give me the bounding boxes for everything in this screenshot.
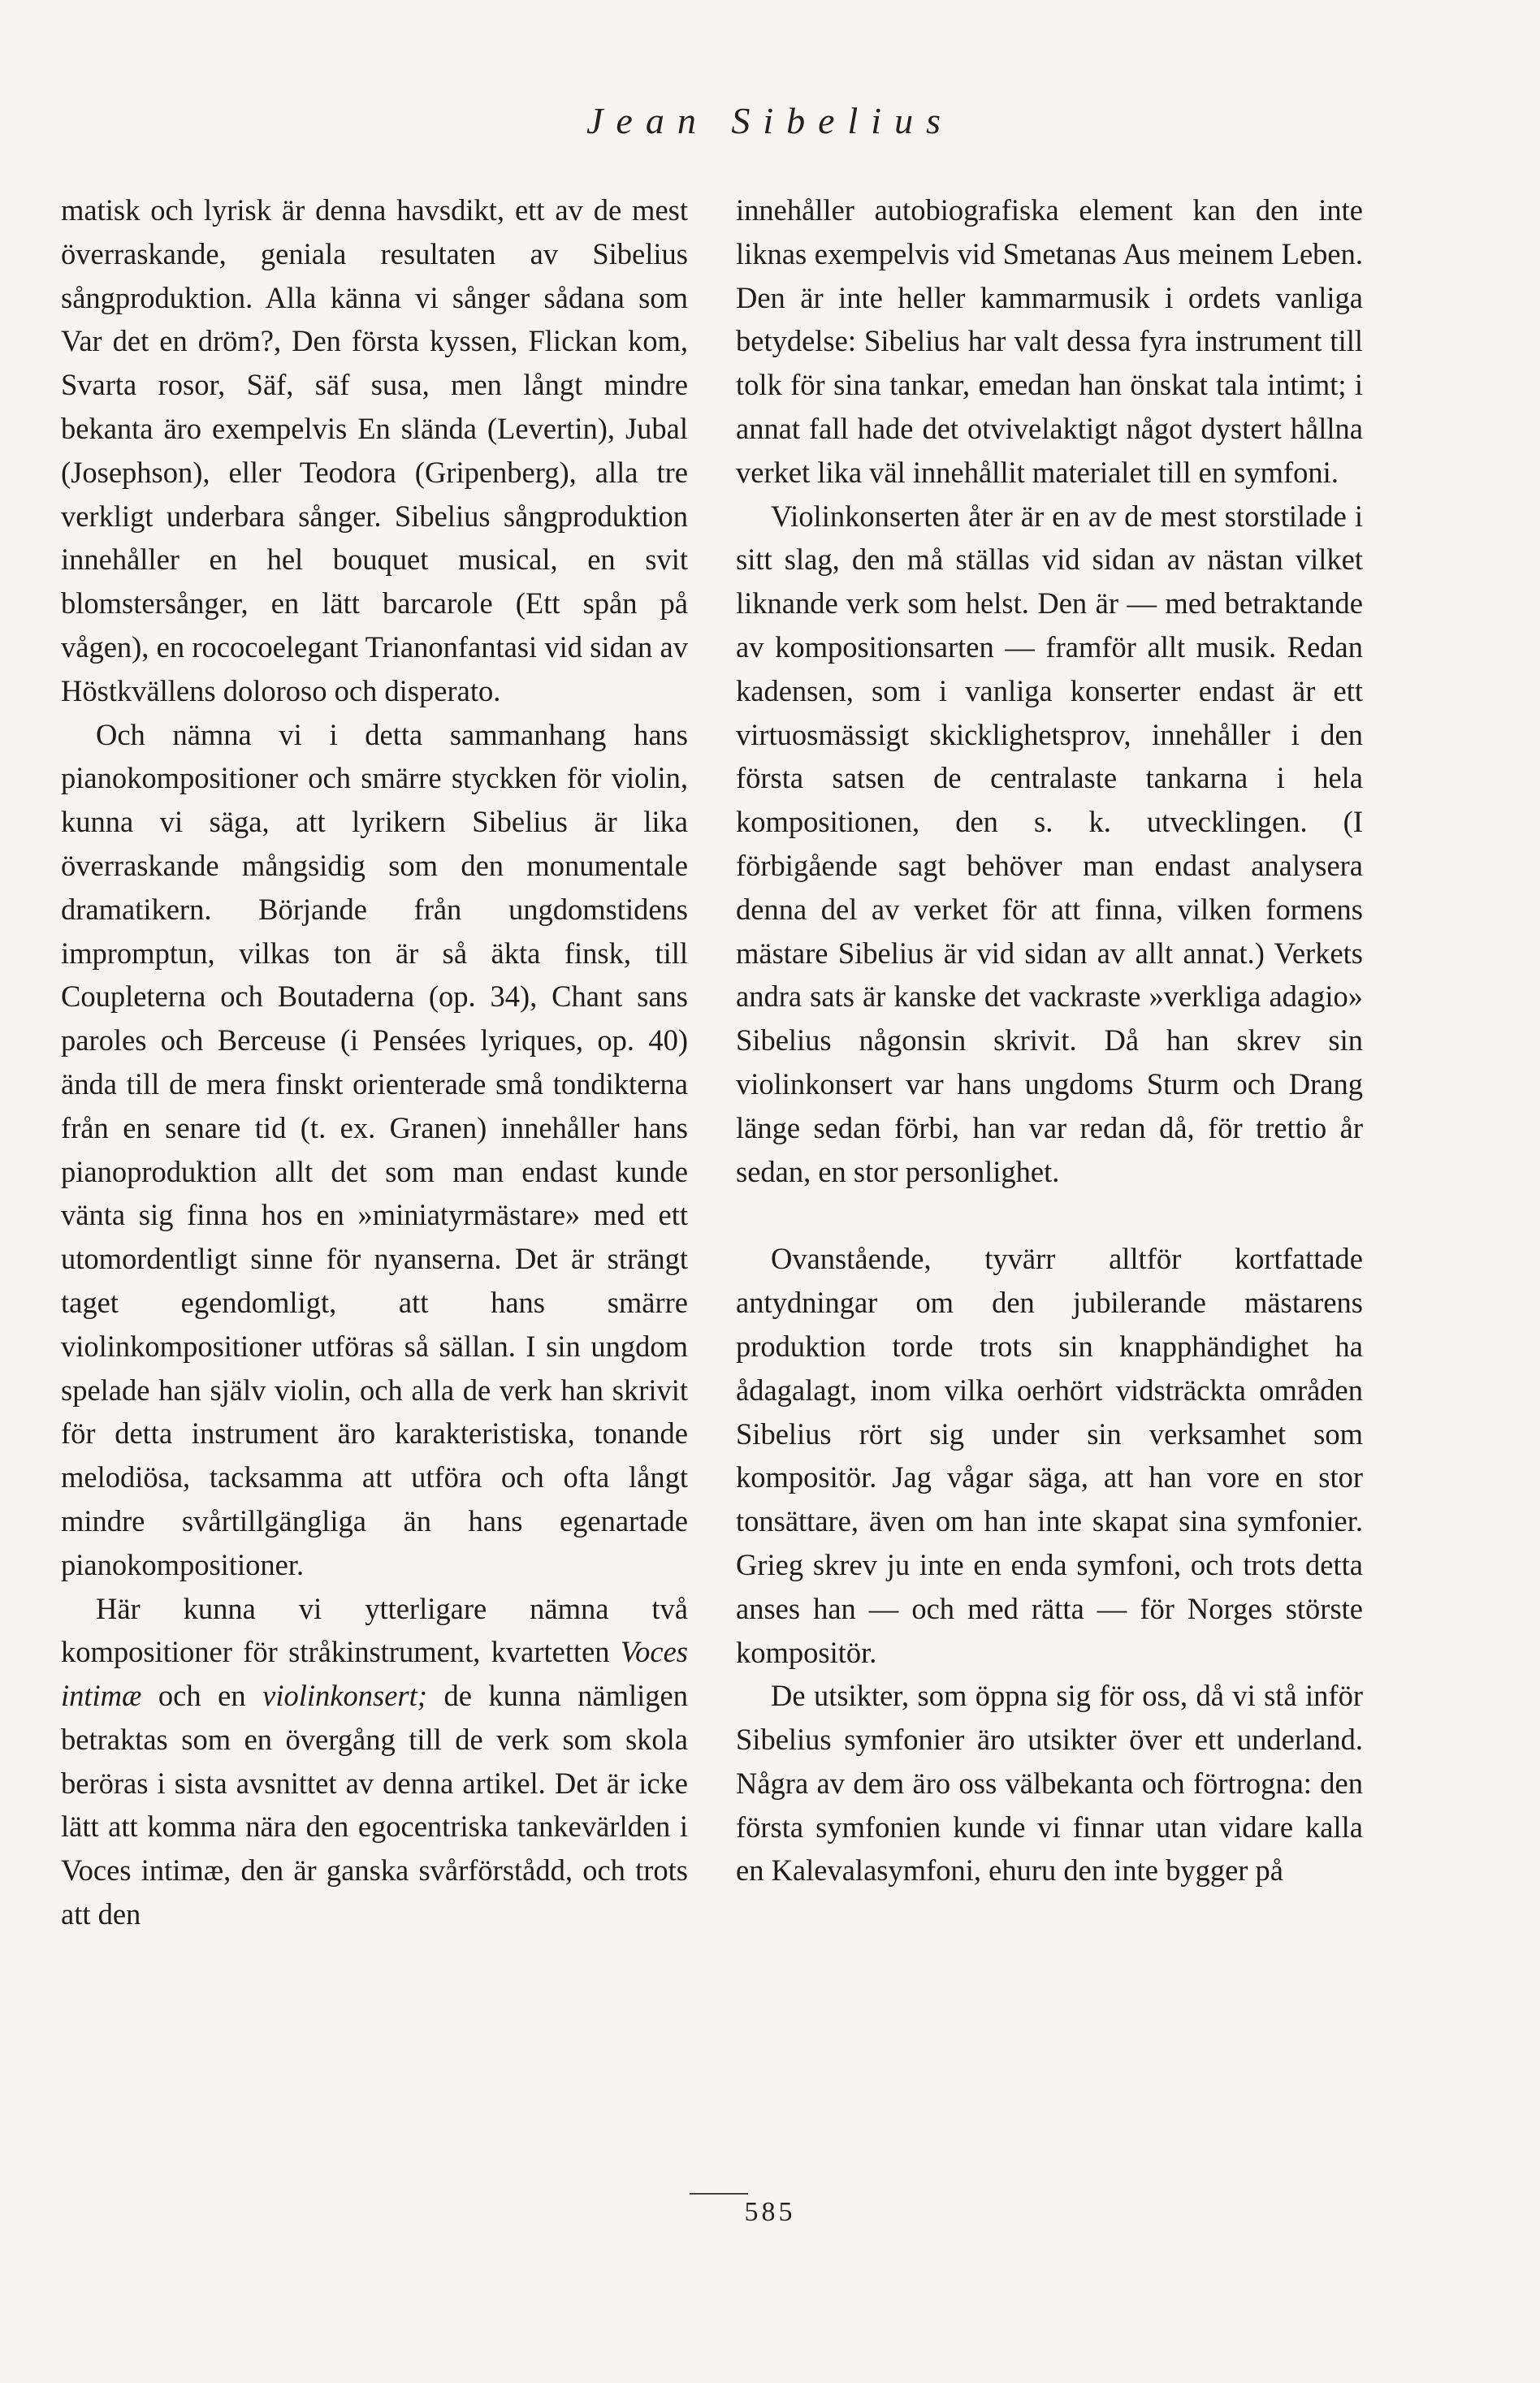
paragraph: Ovanstående, tyvärr alltför kortfattade antydningar om den jubilerande mästarens produktion torde trots sin knapphändighet ha ådagalagt, inom vilka oerhört vidsträckta områden Sibelius rört sig under sin verksamhet som kompositör. Jag vågar säga, att han vore en stor tonsättare, även om han inte skapat sina symfonier. Grieg skrev ju inte en enda symfoni, och trots detta anses han — och med rätta — för Norges störste kompositör. xyxy=(736,1242,1363,1669)
paragraph: Och nämna vi i detta sammanhang hans pianokompositioner och smärre styckken för violin, kunna vi säga, att lyrikern Sibelius är lika överraskande mångsidig som den monumentale dramatikern. Börjande från ungdomstidens impromptun, vilkas ton är så äkta finsk, till Coupleterna och Boutaderna (op. 34), Chant sans paroles och Berceuse (i Pensées lyriques, op. 40) ända till de mera finskt orienterade små tondikterna från en senare tid (t. ex. Granen) innehåller hans pianoproduktion allt det som man endast kunde vänta sig finna hos en »miniatyrmästare» med ett utomordentligt sinne för nyanserna. Det är strängt taget egendomligt, att hans smärre violinkompositioner utföras så sällan. I sin ungdom spelade han själv violin, och alla de verk han skrivit för detta instrument äro karakteristiska, tonande melodiösa, tacksamma att utföra och ofta långt mindre svårtillgängliga än hans egenartade pianokompositioner. xyxy=(61,717,688,1581)
paragraph: innehåller autobiografiska element kan den inte liknas exempelvis vid Smetanas Aus meinem Leben. Den är inte heller kammarmusik i ordets vanliga betydelse: Sibelius har valt dessa fyra instrument till tolk för sina tankar, emedan han önskat tala intimt; i annat fall hade det otvivelaktigt något dystert hållna verket lika väl innehållit materialet till en symfoni. xyxy=(736,193,1363,489)
paragraph: matisk och lyrisk är denna havsdikt, ett av de mest överraskande, geniala resultaten av Sibelius sångproduktion. Alla känna vi sånger sådana som Var det en dröm?, Den första kyssen, Flickan kom, Svarta rosor, Säf, säf susa, men långt mindre bekanta äro exempelvis En slända (Levertin), Jubal (Josephson), eller Teodora (Gripenberg), alla tre verkligt underbara sånger. Sibelius sångproduktion innehåller en hel bouquet musical, en svit blomstersånger, en lätt barcarole (Ett spån på vågen), en rococoelegant Trianonfantasi vid sidan av Höstkvällens doloroso och disperato. xyxy=(61,193,688,707)
paragraph-text: och en xyxy=(141,1679,263,1713)
page-number-rule xyxy=(690,2193,748,2195)
italic-title: violinkonsert; xyxy=(262,1679,427,1713)
paragraph-text: Här kunna vi ytterligare nämna två kompositioner för stråkinstrument, kvartetten xyxy=(61,1591,688,1669)
paragraph xyxy=(61,1587,688,1936)
italic-title: Voces intimæ xyxy=(61,1635,688,1713)
paragraph: Violinkonserten åter är en av de mest storstilade i sitt slag, den må ställas vid sidan av nästan vilket liknande verk som helst. Den är — med betraktande av kompositionsarten — framför allt musik. Redan kadensen, som i vanliga konserter endast är ett virtuosmässigt skicklighetsprov, innehåller i den första satsen de centralaste tankarna i hela kompositionen, den s. k. utvecklingen. (I förbigående sagt behöver man endast analysera denna del av verket för att finna, vilken formens mästare Sibelius är vid sidan av allt annat.) Verkets andra sats är kanske det vackraste »verkliga adagio» Sibelius någonsin skrivit. Då han skrev sin violinkonsert var hans ungdoms Sturm och Drang länge sedan förbi, han var redan då, för trettio år sedan, en stor personlighet. xyxy=(736,499,1363,1188)
running-title: Jean Sibelius xyxy=(586,100,954,141)
right-column xyxy=(736,188,1363,1892)
paragraph-text: de kunna nämligen betraktas som en övergång till de verk som skola beröras i sista avsnittet av denna artikel. Det är icke lätt att komma nära den egocentriska tankevärlden i Voces intimæ, den är ganska svårförstådd, och trots att den xyxy=(61,1679,688,1931)
left-column xyxy=(61,188,688,1936)
page-number: 585 xyxy=(744,2197,796,2227)
paragraph: De utsikter, som öppna sig för oss, då vi stå inför Sibelius symfonier äro utsikter över ett underland. Några av dem äro oss välbekanta och förtrogna: den första symfonien kunde vi finnar utan vidare kalla en Kalevalasymfoni, ehuru den inte bygger på xyxy=(736,1679,1363,1888)
